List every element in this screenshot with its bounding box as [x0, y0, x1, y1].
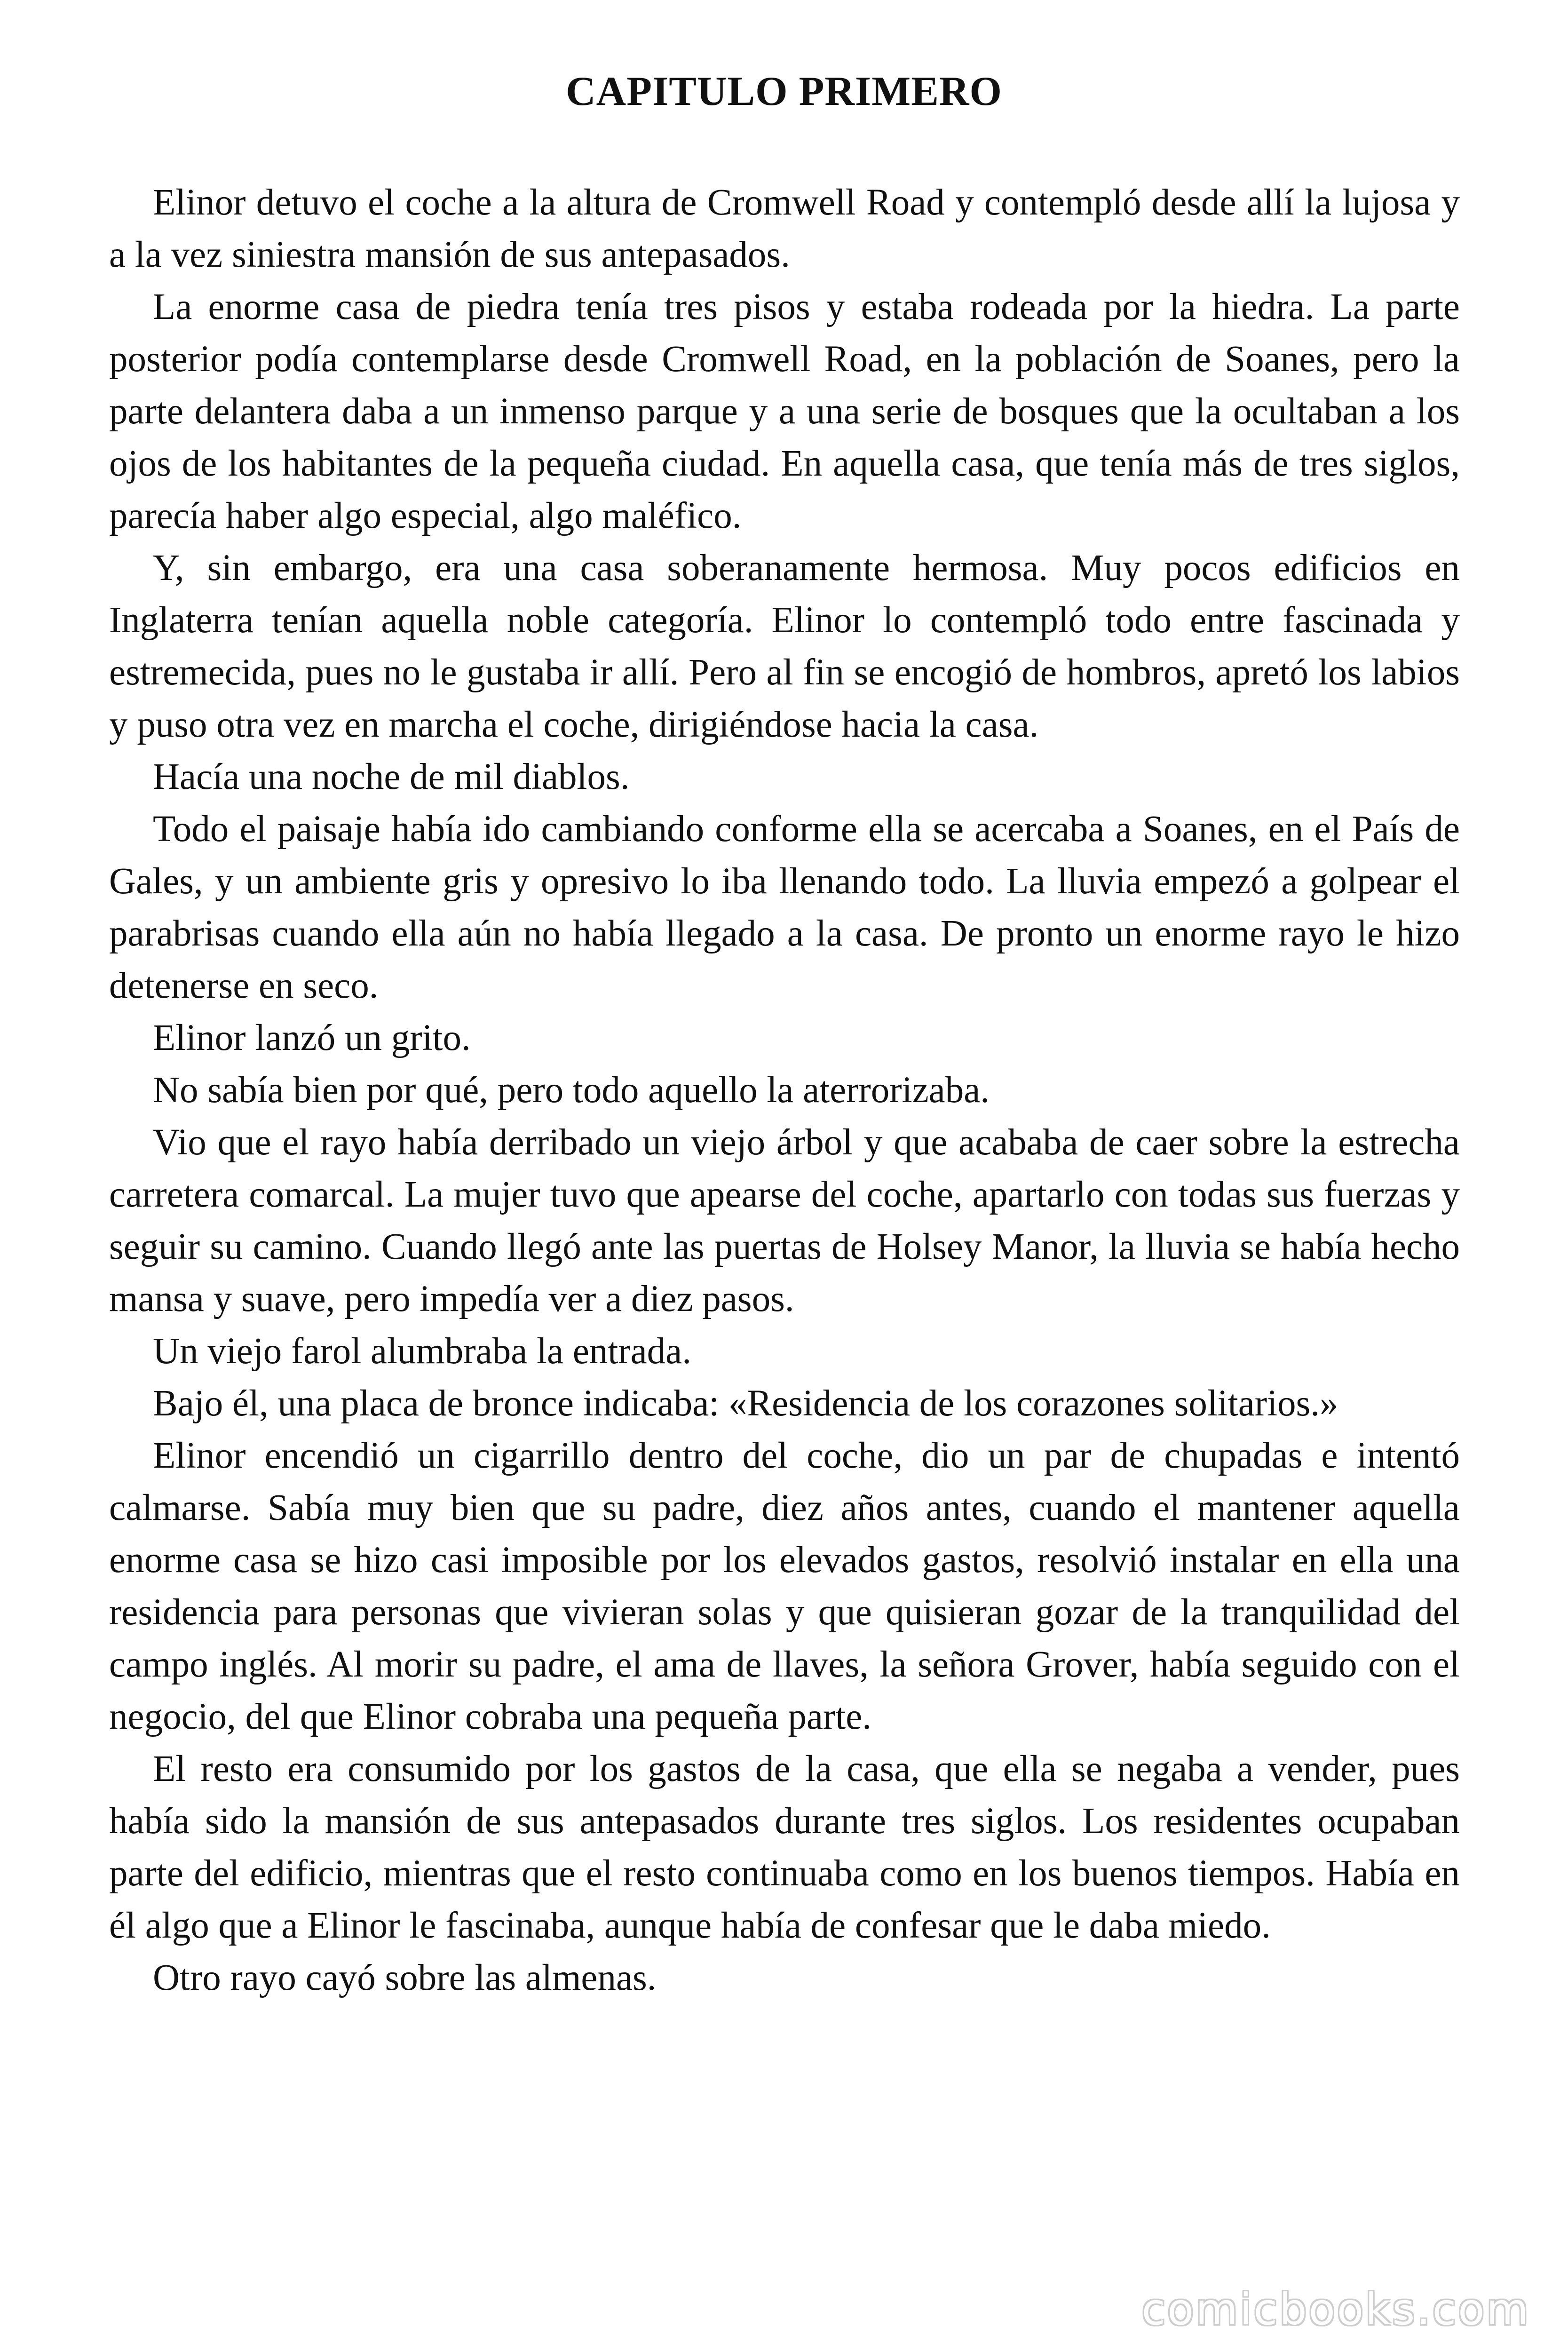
- paragraph: Elinor detuvo el coche a la altura de Cromwell Road y contempló desde allí la lujosa y a la vez siniestra mansión de sus antepasados.: [109, 182, 1460, 275]
- watermark: comicbooks.com: [1141, 2284, 1530, 2335]
- paragraph: Elinor encendió un cigarrillo dentro del coche, dio un par de chupadas e intentó calmarse. Sabía muy bien que su padre, diez años antes, cuando el mantener aquella enorme casa se hizo casi imposible por los elevados gastos, resolvió instalar en ella una residencia para personas que vivieran solas y que quisieran gozar de la tranquilidad del campo inglés. Al morir su padre, el ama de llaves, la señora Grover, había seguido con el negocio, del que Elinor cobraba una pequeña parte.: [109, 1435, 1460, 1737]
- paragraph: El resto era consumido por los gastos de la casa, que ella se negaba a vender, pues había sido la mansión de sus antepasados durante tres siglos. Los residentes ocupaban parte del edificio, mientras que el resto continuaba como en los buenos tiempos. Había en él algo que a Elinor le fascinaba, aunque había de confesar que le daba miedo.: [109, 1748, 1460, 1946]
- paragraph: La enorme casa de piedra tenía tres pisos y estaba rodeada por la hiedra. La parte posterior podía contemplarse desde Cromwell Road, en la población de Soanes, pero la parte delantera daba a un inmenso parque y a una serie de bosques que la ocultaban a los ojos de los habitantes de la pequeña ciudad. En aquella casa, que tenía más de tres siglos, parecía haber algo especial, algo maléfico.: [109, 286, 1460, 536]
- paragraph: Todo el paisaje había ido cambiando conforme ella se acercaba a Soanes, en el País de Gales, y un ambiente gris y opresivo lo iba llenando todo. La lluvia empezó a golpear el parabrisas cuando ella aún no había llegado a la casa. De pronto un enorme rayo le hizo detenerse en seco.: [109, 809, 1460, 1006]
- paragraph: Otro rayo cayó sobre las almenas.: [153, 1957, 657, 1998]
- paragraph: No sabía bien por qué, pero todo aquello la aterrorizaba.: [153, 1070, 990, 1111]
- body-text: [109, 176, 1460, 2004]
- paragraph: Bajo él, una placa de bronce indicaba: «Residencia de los corazones solitarios.»: [153, 1383, 1338, 1424]
- paragraph: Y, sin embargo, era una casa soberanamente hermosa. Muy pocos edificios en Inglaterra tenían aquella noble categoría. Elinor lo contempló todo entre fascinada y estremecida, pues no le gustaba ir allí. Pero al fin se encogió de hombros, apretó los labios y puso otra vez en marcha el coche, dirigiéndose hacia la casa.: [109, 548, 1460, 745]
- chapter-title: CAPITULO PRIMERO: [566, 69, 1002, 114]
- paragraph: Un viejo farol alumbraba la entrada.: [153, 1331, 691, 1372]
- paragraph: Elinor lanzó un grito.: [153, 1017, 471, 1058]
- paragraph: Hacía una noche de mil diablos.: [153, 756, 630, 797]
- paragraph: Vio que el rayo había derribado un viejo árbol y que acababa de caer sobre la estrecha carretera comarcal. La mujer tuvo que apearse del coche, apartarlo con todas sus fuerzas y seguir su camino. Cuando llegó ante las puertas de Holsey Manor, la lluvia se había hecho mansa y suave, pero impedía ver a diez pasos.: [109, 1122, 1460, 1319]
